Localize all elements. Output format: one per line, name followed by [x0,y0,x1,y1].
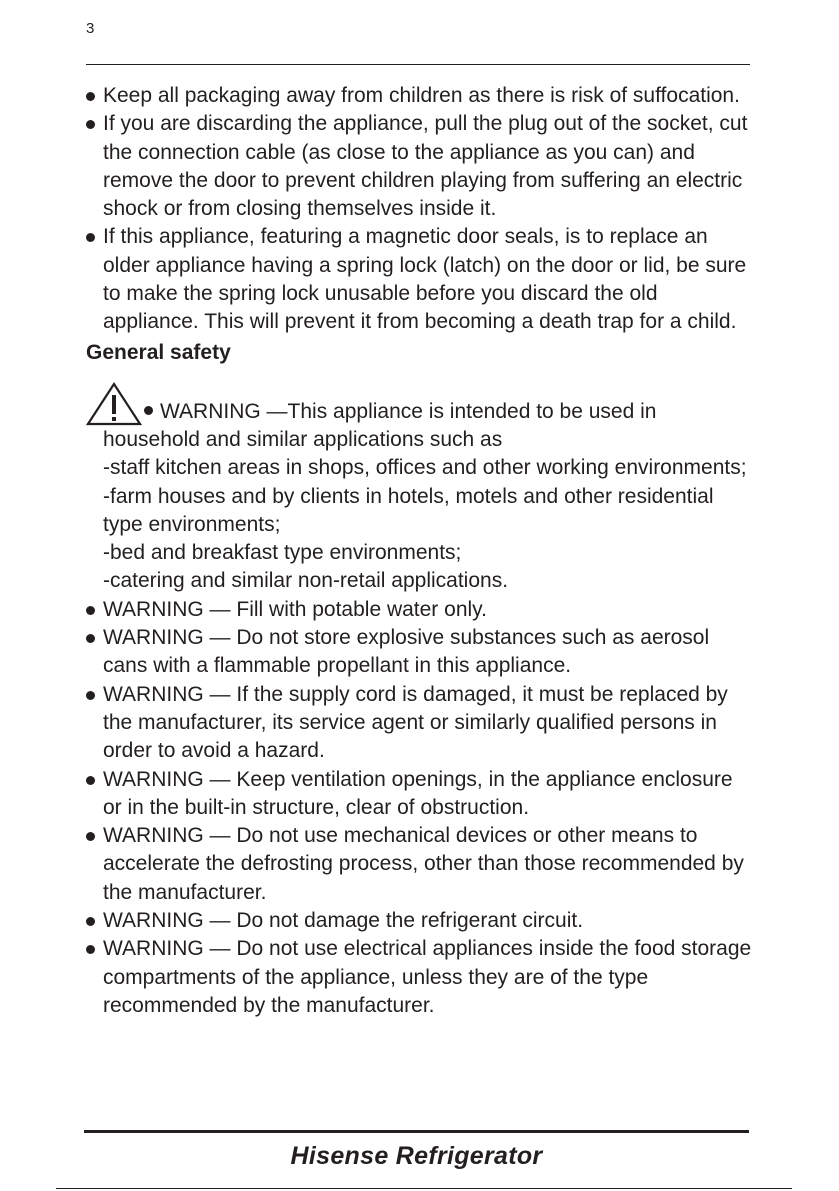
warning-item-text: WARNING — Do not damage the refrigerant circuit. [103,909,584,933]
intro-item [86,223,756,336]
warning-item [86,822,756,907]
warning-item-text: WARNING — Keep ventilation openings, in the appliance enclosure or in the built-in structure, clear of obstruction. [103,767,733,819]
warning-item-text: WARNING — Do not use mechanical devices or other means to accelerate the defrosting process, other than those recommended by the manufacturer. [103,824,744,904]
footer-brand: Hisense Refrigerator [290,1142,543,1170]
warning-item [86,596,756,624]
bullet-dot-icon [86,233,95,242]
warning-item [86,935,756,1020]
warning-block [86,382,756,596]
header-divider [86,64,750,65]
bullet-dot-icon [86,606,95,615]
intro-item [86,82,756,110]
bullet-dot-icon [86,832,95,841]
warning-list-line: -catering and similar non-retail applications. [103,569,509,593]
warning-first-line [103,382,756,426]
intro-item-text: If you are discarding the appliance, pull the plug out of the socket, cut the connection cable (as close to the appliance as you can) and remove the door to prevent children playing from suffering an electric shock or from closing themselves inside it. [103,112,748,221]
warning-item [86,681,756,766]
page-content [86,82,756,1020]
bullet-dot-icon [86,945,95,954]
bullet-dot-icon [86,776,95,785]
bullet-dot-icon [86,120,95,129]
footer-divider [84,1130,749,1133]
bullet-dot-icon [86,92,95,101]
section-heading: General safety [86,340,231,364]
page-bottom-rule [56,1188,792,1189]
page-number: 3 [86,20,95,37]
bullet-dot-icon [86,691,95,700]
bullet-dot-icon [86,917,95,926]
bullet-dot-icon [86,634,95,643]
warning-list-line: -farm houses and by clients in hotels, motels and other residential type environments; [103,484,714,536]
warning-continuation: household and similar applications such as [103,427,503,451]
warning-item-text: WARNING — Do not use electrical appliances inside the food storage compartments of the appliance, unless they are of the type recommended by the manufacturer. [103,937,752,1017]
warning-list-line: -bed and breakfast type environments; [103,541,462,565]
warning-item [86,766,756,823]
warning-first-text: WARNING —This appliance is intended to be used in [160,399,657,423]
warning-item-text: WARNING — If the supply cord is damaged, it must be replaced by the manufacturer, its service agent or similarly qualified persons in order to avoid a hazard. [103,682,728,763]
intro-item-text: Keep all packaging away from children as there is risk of suffocation. [103,84,740,107]
warning-list-line: -staff kitchen areas in shops, offices and other working environments; [103,456,747,480]
bullet-dot-icon [144,406,153,415]
warning-item-text: WARNING — Fill with potable water only. [103,597,487,621]
warning-item-text: WARNING — Do not store explosive substances such as aerosol cans with a flammable propellant in this appliance. [103,626,710,678]
warning-item [86,624,756,681]
intro-item-text: If this appliance, featuring a magnetic door seals, is to replace an older appliance having a spring lock (latch) on the door or lid, be sure to make the spring lock unusable before you discard the old appliance. This will prevent it from becoming a death trap for a child. [103,225,747,334]
warning-triangle-icon [86,382,142,426]
warning-item [86,907,756,935]
intro-item [86,110,756,223]
